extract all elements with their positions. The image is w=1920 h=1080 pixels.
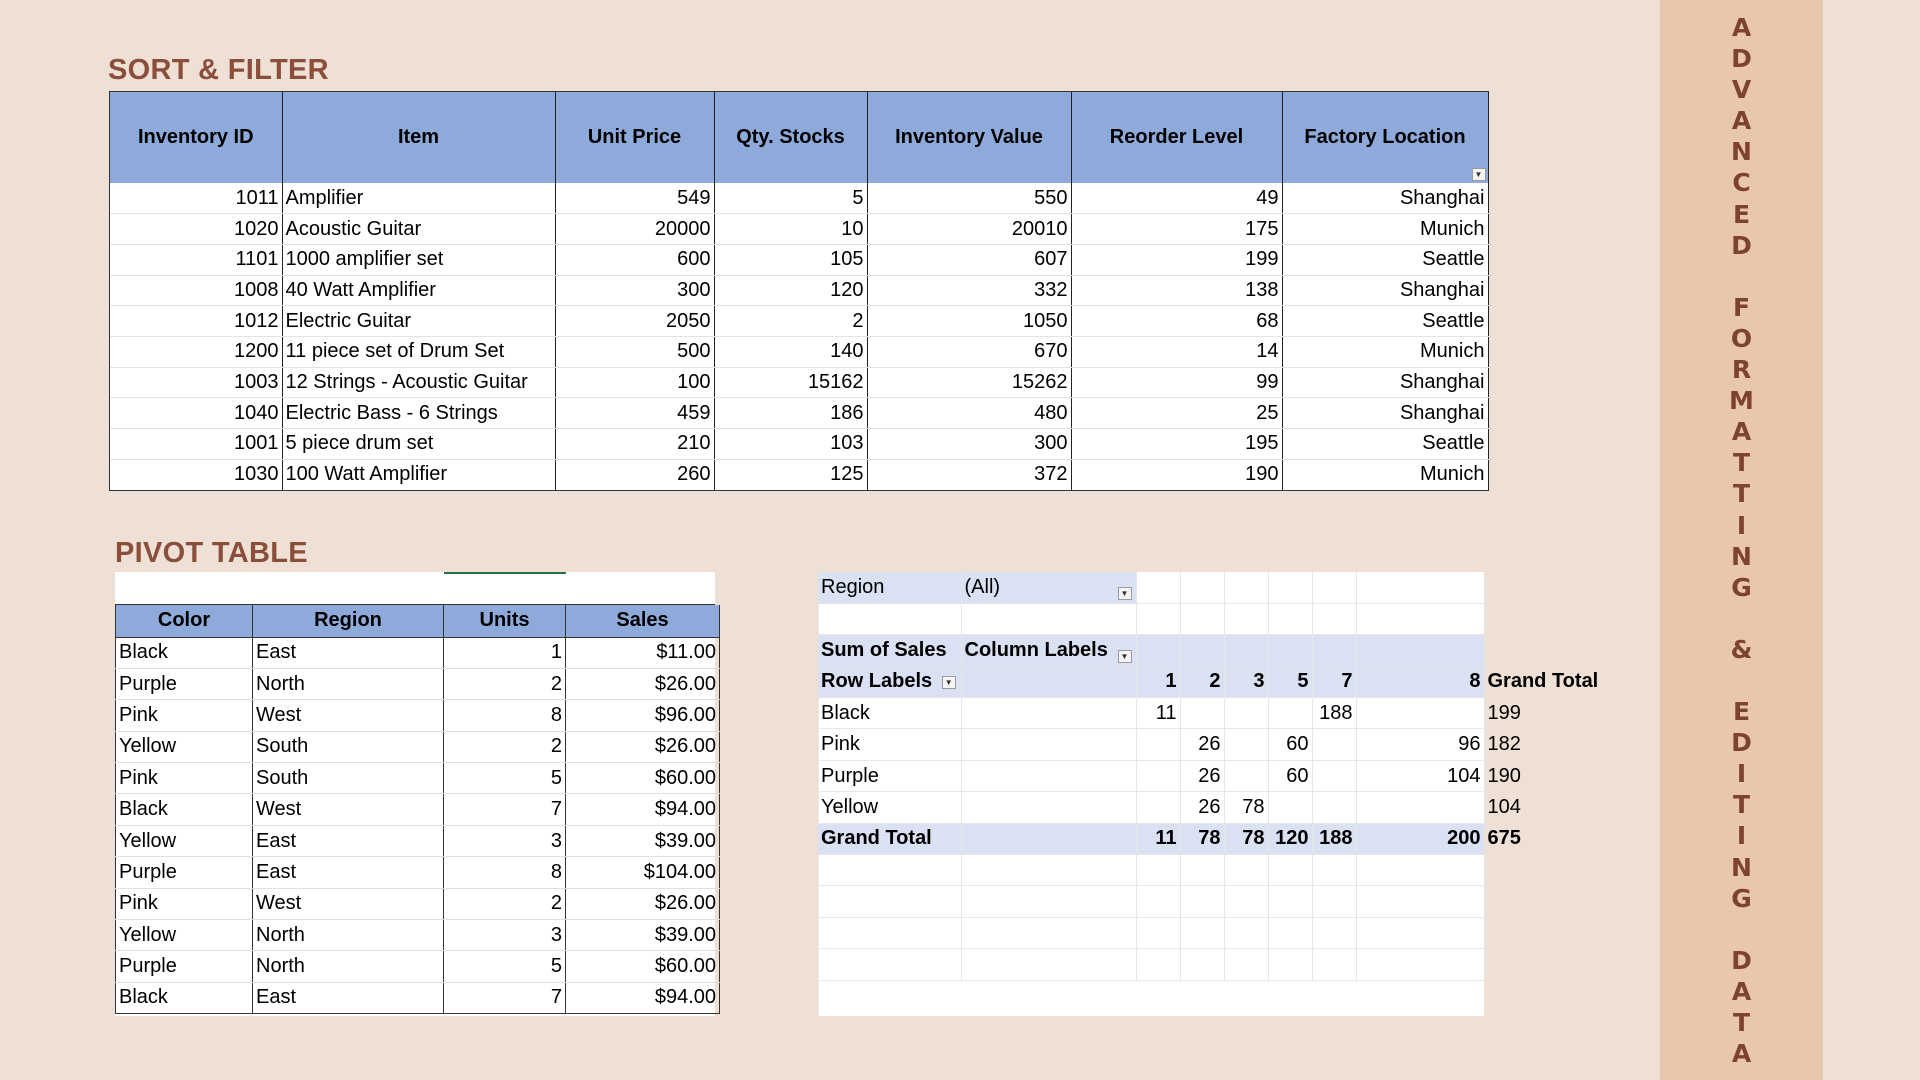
pivot-column-header: 7 xyxy=(1312,666,1356,697)
table-cell[interactable]: Munich xyxy=(1282,459,1488,490)
pivot-value-cell[interactable]: 96 xyxy=(1356,729,1484,760)
table-cell[interactable]: 100 xyxy=(555,367,714,398)
table-cell[interactable]: Shanghai xyxy=(1282,367,1488,398)
banner-letter: C xyxy=(1732,168,1751,198)
table-cell[interactable]: Black xyxy=(116,637,253,668)
sort-filter-table-container xyxy=(109,91,1489,491)
table-header-row xyxy=(110,92,1488,183)
banner-letter: I xyxy=(1736,759,1747,789)
table-row xyxy=(116,731,720,762)
pivot-value-cell[interactable] xyxy=(1312,760,1356,791)
empty-row xyxy=(115,572,715,605)
table-cell[interactable]: Shanghai xyxy=(1282,183,1488,214)
banner-letter: & xyxy=(1730,634,1753,664)
table-cell[interactable]: East xyxy=(253,857,444,888)
table-cell[interactable]: 10 xyxy=(714,214,867,245)
empty-cell xyxy=(961,760,1136,791)
table-cell[interactable]: Munich xyxy=(1282,336,1488,367)
table-cell[interactable]: 3 xyxy=(444,825,566,856)
pivot-report-area xyxy=(818,572,1599,1016)
pivot-row: Yellow 26 78 104 xyxy=(818,792,1484,823)
pivot-values-header-row xyxy=(818,635,1484,666)
banner-letter: A xyxy=(1731,417,1752,447)
table-cell[interactable]: 1000 amplifier set xyxy=(282,244,555,275)
table-cell[interactable]: Yellow xyxy=(116,731,253,762)
table-cell[interactable]: 103 xyxy=(714,429,867,460)
pivot-source-table xyxy=(115,605,720,1014)
table-cell[interactable]: 49 xyxy=(1071,183,1282,214)
pivot-source-area xyxy=(115,572,715,1016)
table-row xyxy=(116,951,720,982)
banner-letter: T xyxy=(1732,790,1751,820)
table-cell[interactable]: 99 xyxy=(1071,367,1282,398)
table-cell[interactable]: Purple xyxy=(116,951,253,982)
banner-letter: E xyxy=(1732,697,1751,727)
table-cell[interactable]: $96.00 xyxy=(566,700,720,731)
table-cell[interactable]: Shanghai xyxy=(1282,398,1488,429)
table-cell[interactable]: 20000 xyxy=(555,214,714,245)
pivot-value-cell[interactable] xyxy=(1136,729,1180,760)
table-cell[interactable]: 11 piece set of Drum Set xyxy=(282,336,555,367)
banner-letter xyxy=(1722,603,1762,634)
table-row xyxy=(110,459,1488,490)
table-cell[interactable]: 1050 xyxy=(867,306,1071,337)
column-labels-dropdown[interactable] xyxy=(961,635,1136,666)
table-cell[interactable]: $11.00 xyxy=(566,637,720,668)
table-cell[interactable]: 210 xyxy=(555,429,714,460)
table-cell[interactable]: $39.00 xyxy=(566,825,720,856)
grand-total-label[interactable]: Grand Total xyxy=(818,823,961,854)
filter-arrow-icon[interactable]: ▼ xyxy=(1472,168,1486,181)
banner-letter: A xyxy=(1731,106,1752,136)
banner-letter: T xyxy=(1732,448,1751,478)
banner-letter: V xyxy=(1731,75,1752,105)
pivot-grand-total-row: Grand Total 11 78 78 120 188 200 675 xyxy=(818,823,1484,854)
header-region[interactable]: Region xyxy=(253,605,444,637)
pivot-column-header: 5 xyxy=(1268,666,1312,697)
table-cell[interactable]: 1003 xyxy=(110,367,282,398)
pivot-value-cell[interactable] xyxy=(1268,698,1312,729)
pivot-value-cell[interactable] xyxy=(1224,760,1268,791)
banner-letter: D xyxy=(1731,728,1752,758)
pivot-value-cell[interactable] xyxy=(1312,729,1356,760)
empty-row xyxy=(818,886,1484,917)
table-cell[interactable]: Amplifier xyxy=(282,183,555,214)
pivot-value-cell[interactable]: 188 xyxy=(1312,698,1356,729)
table-cell[interactable]: 190 xyxy=(1071,459,1282,490)
sort-filter-title: SORT & FILTER xyxy=(108,54,329,86)
table-cell[interactable]: $26.00 xyxy=(566,888,720,919)
pivot-column-header-row: Row Labels ▼ 1 2 3 5 7 8 Grand Total xyxy=(818,666,1484,697)
pivot-value-cell[interactable]: 188 xyxy=(1312,823,1356,854)
table-cell[interactable]: Yellow xyxy=(116,825,253,856)
table-cell[interactable]: 550 xyxy=(867,183,1071,214)
table-cell[interactable]: 14 xyxy=(1071,336,1282,367)
table-cell[interactable]: $60.00 xyxy=(566,951,720,982)
pivot-filter-row xyxy=(818,572,1484,603)
pivot-row-label[interactable]: Purple xyxy=(818,760,961,791)
pivot-value-cell[interactable] xyxy=(1356,792,1484,823)
table-cell[interactable]: Acoustic Guitar xyxy=(282,214,555,245)
column-labels-text: Column Labels xyxy=(964,638,1108,661)
dropdown-arrow-icon[interactable]: ▼ xyxy=(1118,587,1132,600)
table-row xyxy=(110,398,1488,429)
pivot-column-header: 2 xyxy=(1180,666,1224,697)
banner-letter: N xyxy=(1731,852,1752,882)
table-cell[interactable]: Black xyxy=(116,794,253,825)
banner-letter: A xyxy=(1731,13,1752,42)
banner-letter xyxy=(1722,914,1762,945)
pivot-value-cell[interactable] xyxy=(1136,760,1180,791)
table-cell[interactable]: East xyxy=(253,825,444,856)
pivot-column-header: 3 xyxy=(1224,666,1268,697)
table-cell[interactable]: $60.00 xyxy=(566,763,720,794)
banner-letter: N xyxy=(1731,541,1752,571)
table-cell[interactable]: 300 xyxy=(867,429,1071,460)
table-row xyxy=(116,982,720,1013)
table-cell[interactable]: 140 xyxy=(714,336,867,367)
pivot-column-header: 8 xyxy=(1356,666,1484,697)
pivot-value-cell[interactable] xyxy=(1356,698,1484,729)
table-cell[interactable]: North xyxy=(253,951,444,982)
table-row xyxy=(116,888,720,919)
empty-cell xyxy=(961,823,1136,854)
table-cell[interactable]: 40 Watt Amplifier xyxy=(282,275,555,306)
table-cell[interactable]: 120 xyxy=(714,275,867,306)
table-cell[interactable]: 2 xyxy=(444,888,566,919)
filter-label: Region xyxy=(818,572,961,603)
table-cell[interactable]: 1008 xyxy=(110,275,282,306)
table-row xyxy=(110,244,1488,275)
header-qty-stocks[interactable]: Qty. Stocks xyxy=(714,92,867,183)
table-cell[interactable]: 1 xyxy=(444,637,566,668)
header-units[interactable]: Units xyxy=(444,605,566,637)
table-row xyxy=(110,306,1488,337)
table-row xyxy=(110,429,1488,460)
table-cell[interactable]: Seattle xyxy=(1282,306,1488,337)
table-cell[interactable]: West xyxy=(253,700,444,731)
table-cell[interactable]: $94.00 xyxy=(566,982,720,1013)
pivot-row-label[interactable]: Pink xyxy=(818,729,961,760)
table-cell[interactable]: 105 xyxy=(714,244,867,275)
empty-cell xyxy=(961,698,1136,729)
banner-letter: R xyxy=(1731,355,1752,385)
table-cell[interactable]: Pink xyxy=(116,888,253,919)
table-cell[interactable]: 5 xyxy=(714,183,867,214)
sum-of-sales-label: Sum of Sales xyxy=(818,635,961,666)
table-cell[interactable]: Purple xyxy=(116,668,253,699)
pivot-value-cell[interactable] xyxy=(1312,792,1356,823)
table-cell[interactable]: 600 xyxy=(555,244,714,275)
table-header-row xyxy=(116,605,720,637)
table-cell[interactable]: 500 xyxy=(555,336,714,367)
pivot-row: Pink 26 60 96 182 xyxy=(818,729,1484,760)
pivot-value-cell[interactable]: 78 xyxy=(1224,823,1268,854)
table-cell[interactable]: 1200 xyxy=(110,336,282,367)
table-cell[interactable]: 1011 xyxy=(110,183,282,214)
pivot-value-cell[interactable] xyxy=(1224,729,1268,760)
banner-letter: F xyxy=(1732,292,1751,322)
table-cell[interactable]: 1101 xyxy=(110,244,282,275)
table-cell[interactable]: 138 xyxy=(1071,275,1282,306)
table-cell[interactable]: 3 xyxy=(444,920,566,951)
table-cell[interactable]: Purple xyxy=(116,857,253,888)
table-cell[interactable]: North xyxy=(253,668,444,699)
pivot-value-cell[interactable] xyxy=(1268,792,1312,823)
table-cell[interactable]: 8 xyxy=(444,857,566,888)
pivot-row-label[interactable]: Yellow xyxy=(818,792,961,823)
table-cell[interactable]: 2050 xyxy=(555,306,714,337)
banner-letter: O xyxy=(1730,323,1753,353)
table-cell[interactable]: South xyxy=(253,763,444,794)
banner-letter: M xyxy=(1729,386,1754,416)
header-item[interactable]: Item xyxy=(282,92,555,183)
pivot-value-cell[interactable]: 60 xyxy=(1268,729,1312,760)
banner-letter: N xyxy=(1731,137,1752,167)
sort-filter-table xyxy=(110,92,1489,490)
table-cell[interactable]: Electric Bass - 6 Strings xyxy=(282,398,555,429)
pivot-value-cell[interactable]: 26 xyxy=(1180,792,1224,823)
table-cell[interactable]: 260 xyxy=(555,459,714,490)
table-cell[interactable]: 8 xyxy=(444,700,566,731)
table-cell[interactable]: 199 xyxy=(1071,244,1282,275)
table-cell[interactable]: Shanghai xyxy=(1282,275,1488,306)
table-cell[interactable]: West xyxy=(253,888,444,919)
table-cell[interactable]: $26.00 xyxy=(566,731,720,762)
empty-cell xyxy=(961,792,1136,823)
pivot-value-cell[interactable]: 11 xyxy=(1136,823,1180,854)
banner-letter: I xyxy=(1736,821,1747,851)
header-color[interactable]: Color xyxy=(116,605,253,637)
pivot-row: Purple 26 60 104 190 xyxy=(818,760,1484,791)
table-row xyxy=(110,214,1488,245)
table-cell[interactable]: 20010 xyxy=(867,214,1071,245)
banner-letter: D xyxy=(1731,945,1752,975)
table-cell[interactable]: 125 xyxy=(714,459,867,490)
table-cell[interactable]: 372 xyxy=(867,459,1071,490)
header-reorder-level[interactable]: Reorder Level xyxy=(1071,92,1282,183)
table-row xyxy=(110,183,1488,214)
table-cell[interactable]: 5 xyxy=(444,763,566,794)
table-row xyxy=(110,367,1488,398)
table-cell[interactable]: Pink xyxy=(116,763,253,794)
table-row xyxy=(116,857,720,888)
table-row xyxy=(116,668,720,699)
table-cell[interactable]: Pink xyxy=(116,700,253,731)
table-cell[interactable]: $104.00 xyxy=(566,857,720,888)
table-cell[interactable]: 300 xyxy=(555,275,714,306)
table-cell[interactable]: 459 xyxy=(555,398,714,429)
table-cell[interactable]: $39.00 xyxy=(566,920,720,951)
table-cell[interactable]: 5 piece drum set xyxy=(282,429,555,460)
banner-vertical-title xyxy=(1660,12,1823,1069)
pivot-column-header: 1 xyxy=(1136,666,1180,697)
table-cell[interactable]: 2 xyxy=(714,306,867,337)
header-inventory-id[interactable]: Inventory ID xyxy=(110,92,282,183)
table-cell[interactable]: 15262 xyxy=(867,367,1071,398)
empty-cell xyxy=(961,729,1136,760)
empty-row xyxy=(818,855,1484,886)
table-cell[interactable]: 100 Watt Amplifier xyxy=(282,459,555,490)
banner-letter: D xyxy=(1731,230,1752,260)
pivot-report-table xyxy=(818,572,1599,981)
table-cell[interactable]: North xyxy=(253,920,444,951)
banner-letter: T xyxy=(1732,479,1751,509)
region-filter-dropdown[interactable] xyxy=(961,572,1136,603)
table-cell[interactable]: 1020 xyxy=(110,214,282,245)
banner-letter xyxy=(1722,665,1762,696)
table-cell[interactable]: 175 xyxy=(1071,214,1282,245)
table-row xyxy=(110,275,1488,306)
table-cell[interactable]: Munich xyxy=(1282,214,1488,245)
table-row xyxy=(116,794,720,825)
table-cell[interactable]: 68 xyxy=(1071,306,1282,337)
table-cell[interactable]: Seattle xyxy=(1282,244,1488,275)
table-cell[interactable]: Yellow xyxy=(116,920,253,951)
table-cell[interactable]: 607 xyxy=(867,244,1071,275)
banner-letter: G xyxy=(1731,883,1752,913)
table-cell[interactable]: 186 xyxy=(714,398,867,429)
pivot-value-cell[interactable] xyxy=(1136,792,1180,823)
banner-letter: A xyxy=(1731,1039,1752,1069)
table-cell[interactable]: East xyxy=(253,637,444,668)
empty-cell xyxy=(961,666,1136,697)
banner-letter: G xyxy=(1731,572,1752,602)
header-sales[interactable]: Sales xyxy=(566,605,720,637)
header-unit-price[interactable]: Unit Price xyxy=(555,92,714,183)
dropdown-arrow-icon[interactable]: ▼ xyxy=(1118,650,1132,663)
cell-selection-indicator xyxy=(444,572,566,574)
table-cell[interactable]: Black xyxy=(116,982,253,1013)
empty-row xyxy=(818,603,1484,634)
row-labels-text: Row Labels xyxy=(821,670,933,693)
banner-letter xyxy=(1722,261,1762,292)
table-cell[interactable]: 670 xyxy=(867,336,1071,367)
table-cell[interactable]: East xyxy=(253,982,444,1013)
table-cell[interactable]: 12 Strings - Acoustic Guitar xyxy=(282,367,555,398)
table-cell[interactable]: 2 xyxy=(444,731,566,762)
table-cell[interactable]: Electric Guitar xyxy=(282,306,555,337)
pivot-value-cell[interactable]: 78 xyxy=(1224,792,1268,823)
table-cell[interactable]: 1040 xyxy=(110,398,282,429)
table-cell[interactable]: 1012 xyxy=(110,306,282,337)
pivot-value-cell[interactable]: 26 xyxy=(1180,729,1224,760)
pivot-row: Black 11 188 199 xyxy=(818,698,1484,729)
pivot-value-cell[interactable]: 200 xyxy=(1356,823,1484,854)
table-cell[interactable]: 195 xyxy=(1071,429,1282,460)
header-factory-location[interactable] xyxy=(1282,92,1488,183)
banner-letter: A xyxy=(1731,976,1752,1006)
banner-letter: E xyxy=(1732,199,1751,229)
table-row xyxy=(110,336,1488,367)
table-row xyxy=(116,700,720,731)
table-cell[interactable]: $26.00 xyxy=(566,668,720,699)
pivot-value-cell[interactable]: 60 xyxy=(1268,760,1312,791)
dropdown-arrow-icon[interactable]: ▼ xyxy=(942,676,956,689)
table-cell[interactable]: 7 xyxy=(444,982,566,1013)
pivot-value-cell[interactable]: 11 xyxy=(1136,698,1180,729)
header-inventory-value[interactable]: Inventory Value xyxy=(867,92,1071,183)
side-banner xyxy=(1660,0,1823,1080)
pivot-value-cell[interactable]: 26 xyxy=(1180,760,1224,791)
table-cell[interactable]: Seattle xyxy=(1282,429,1488,460)
table-cell[interactable]: 5 xyxy=(444,951,566,982)
table-row xyxy=(116,920,720,951)
table-cell[interactable]: 480 xyxy=(867,398,1071,429)
table-row xyxy=(116,763,720,794)
table-cell[interactable]: 1001 xyxy=(110,429,282,460)
table-cell[interactable]: West xyxy=(253,794,444,825)
banner-letter: D xyxy=(1731,44,1752,74)
filter-value: (All) xyxy=(964,575,1001,598)
table-row xyxy=(116,637,720,668)
table-cell[interactable]: 1030 xyxy=(110,459,282,490)
row-labels-dropdown[interactable] xyxy=(818,666,961,697)
empty-row xyxy=(818,949,1484,980)
banner-letter: I xyxy=(1736,510,1747,540)
pivot-row-label[interactable]: Black xyxy=(818,698,961,729)
pivot-value-cell[interactable]: 104 xyxy=(1356,760,1484,791)
table-cell[interactable]: $94.00 xyxy=(566,794,720,825)
pivot-table-title: PIVOT TABLE xyxy=(115,537,308,569)
pivot-value-cell[interactable] xyxy=(1180,698,1224,729)
table-cell[interactable]: 7 xyxy=(444,794,566,825)
empty-row xyxy=(818,917,1484,948)
table-cell[interactable]: 549 xyxy=(555,183,714,214)
table-cell[interactable]: 25 xyxy=(1071,398,1282,429)
pivot-value-cell[interactable]: 78 xyxy=(1180,823,1224,854)
pivot-value-cell[interactable]: 120 xyxy=(1268,823,1312,854)
table-cell[interactable]: 15162 xyxy=(714,367,867,398)
table-cell[interactable]: 2 xyxy=(444,668,566,699)
header-factory-location-label: Factory Location xyxy=(1304,126,1466,148)
table-cell[interactable]: South xyxy=(253,731,444,762)
table-row xyxy=(116,825,720,856)
pivot-value-cell[interactable] xyxy=(1224,698,1268,729)
banner-letter: T xyxy=(1732,1008,1751,1037)
table-cell[interactable]: 332 xyxy=(867,275,1071,306)
